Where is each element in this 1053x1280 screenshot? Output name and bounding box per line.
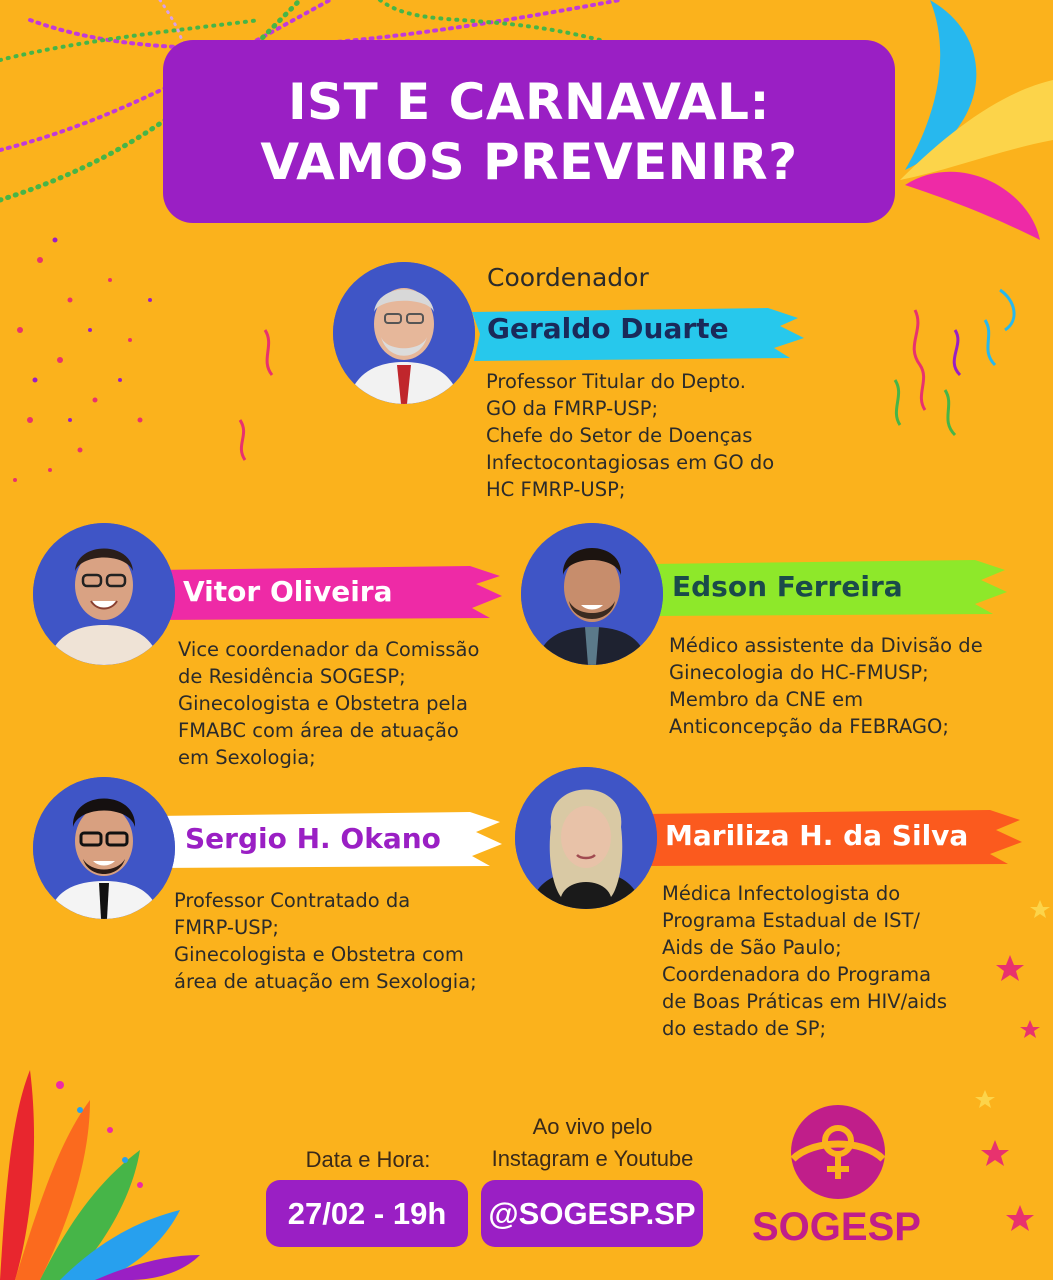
- speaker-4-name: Mariliza H. da Silva: [665, 819, 969, 852]
- title-banner: [163, 40, 895, 223]
- speaker-2-photo: [521, 523, 663, 665]
- speaker-3-name: Sergio H. Okano: [185, 822, 441, 855]
- speaker-4-description: Médica Infectologista do Programa Estadual de IST/ Aids de São Paulo; Coordenadora do Programa de Boas Práticas em HIV/aids do estado de SP;: [662, 882, 948, 1040]
- speaker-2-name: Edson Ferreira: [672, 570, 903, 603]
- speaker-2-description: Médico assistente da Divisão de Ginecologia do HC-FMUSP; Membro da CNE em Anticoncepção da FEBRAGO;: [669, 634, 983, 738]
- date-label: Data e Hora:: [305, 1147, 431, 1172]
- speaker-1-photo: [33, 523, 175, 665]
- title-line-2: VAMOS PREVENIR?: [260, 132, 798, 191]
- logo-text: SOGESP: [752, 1205, 921, 1249]
- speaker-1-name: Vitor Oliveira: [183, 575, 393, 608]
- speaker-4-photo: [515, 767, 657, 909]
- coordinator-role: Coordenador: [487, 263, 649, 292]
- live-label-line-2: Instagram e Youtube: [491, 1146, 694, 1171]
- sogesp-logo: [750, 1105, 925, 1255]
- social-handle-link[interactable]: @SOGESP.SP: [481, 1180, 703, 1247]
- speaker-3-photo: [33, 777, 175, 919]
- female-symbol-icon: [783, 1105, 893, 1205]
- live-label-line-1: Ao vivo pelo: [532, 1114, 653, 1139]
- title-line-1: IST E CARNAVAL:: [287, 72, 771, 131]
- coordinator-photo: [333, 262, 475, 404]
- date-badge: 27/02 - 19h: [266, 1180, 468, 1247]
- coordinator-description: Professor Titular do Depto. GO da FMRP-USP; Chefe do Setor de Doenças Infectocontagiosas em GO do HC FMRP-USP;: [486, 370, 775, 501]
- coordinator-name: Geraldo Duarte: [487, 312, 729, 345]
- speaker-1-description: Vice coordenador da Comissão de Residência SOGESP; Ginecologista e Obstetra pela FMABC com área de atuação em Sexologia;: [178, 638, 480, 769]
- speaker-3-description: Professor Contratado da FMRP-USP; Ginecologista e Obstetra com área de atuação em Sexologia;: [174, 889, 477, 993]
